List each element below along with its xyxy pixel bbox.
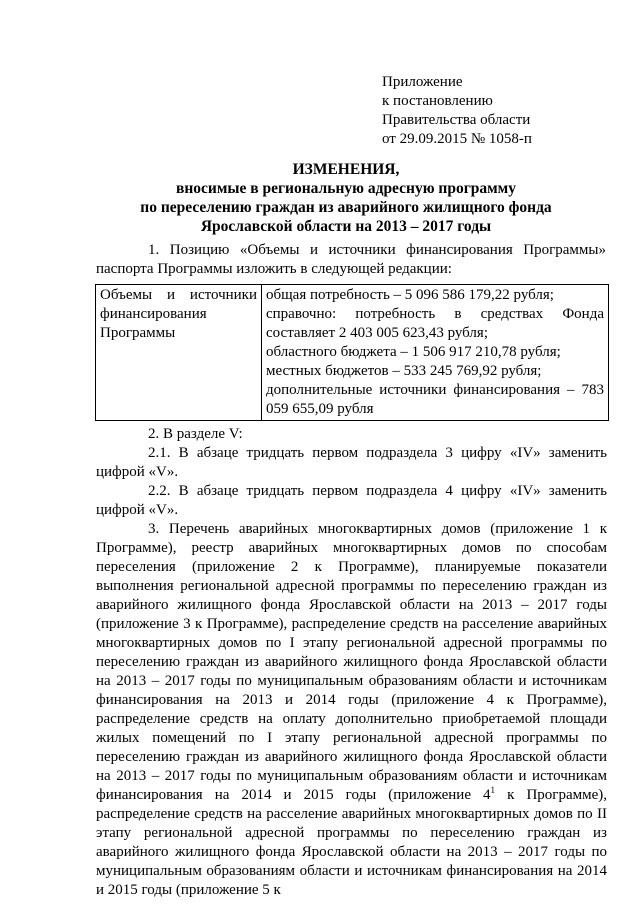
appendix-line-4: от 29.09.2015 № 1058-п [382,131,532,147]
paragraph-item-3-part-a: 3. Перечень аварийных многоквартирных домов (приложение 1 к Программе), реестр аварийных многоквартирных домов по способам переселения (приложение 2 к Программе), планируемые показатели выполнения региональной адресной программы по переселению граждан из аварийного жилищного фонда Ярославской области на 2013 – 2017 годы (приложение 3 к Программе), распределение средств на расселение аварийных многоквартирных домов по I этапу региональной адресной программы по переселению граждан из аварийного жилищного фонда Ярославской области на 2013 – 2017 годы по муниципальным образованиям области и источникам финансирования на 2013 и 2014 годы (приложение 4 к Программе), распределение средств на оплату дополнительно приобретаемой площади жилых помещений по I этапу региональной адресной программы по переселению граждан из аварийного жилищного фонда Ярославской области на 2013 – 2017 годы по муниципальным образованиям области и источникам финансирования на 2014 и 2015 годы (приложение 4 [96,521,607,803]
paragraph-item-3-part-b: к Программе), распределение средств на расселение аварийных многоквартирных домов по II этапу региональной адресной программы по переселению граждан из аварийного жилищного фонда Ярославской области на 2013 – 2017 годы по муниципальным образованиям области и источникам финансирования на 2014 и 2015 годы (приложение 5 к [96,787,607,898]
title-line-2: вносимые в региональную адресную программу [176,180,516,197]
table-value-local: местных бюджетов – 533 245 769,92 рубля; [266,363,542,379]
paragraph-item-2: 2. В разделе V: [148,426,243,442]
paragraph-item-1: 1. Позицию «Объемы и источники финансирования Программы» паспорта Программы изложить в следующей редакции: [96,242,606,277]
table-cell-label: Объемы и источники финансирования Программы [96,285,262,421]
table-row [96,285,609,421]
superscript: 1 [490,785,496,795]
funding-table [95,284,609,421]
appendix-header [382,73,532,149]
paragraph-item-2-1: 2.1. В абзаце тридцать первом подраздела 3 цифру «IV» заменить цифрой «V». [96,445,607,480]
table-value-fund: справочно: потребность в средствах Фонда составляет 2 403 005 623,43 рубля; [266,306,604,341]
appendix-line-1: Приложение [382,74,463,90]
document-title [96,160,596,236]
title-line-1: ИЗМЕНЕНИЯ, [292,161,400,178]
table-cell-values [262,285,609,421]
table-value-regional: областного бюджета – 1 506 917 210,78 рубля; [266,344,561,360]
paragraph-item-2-2: 2.2. В абзаце тридцать первом подраздела 4 цифру «IV» заменить цифрой «V». [96,483,607,518]
appendix-line-3: Правительства области [382,112,531,128]
title-line-3: по переселению граждан из аварийного жилищного фонда [140,199,552,216]
title-line-4: Ярославской области на 2013 – 2017 годы [200,218,492,235]
appendix-line-2: к постановлению [382,93,493,109]
table-value-total: общая потребность – 5 096 586 179,22 рубля; [266,287,554,303]
paragraph-item-3 [96,520,607,900]
document-body [96,425,607,900]
table-value-additional: дополнительные источники финансирования – 783 059 655,09 рубля [266,382,604,417]
